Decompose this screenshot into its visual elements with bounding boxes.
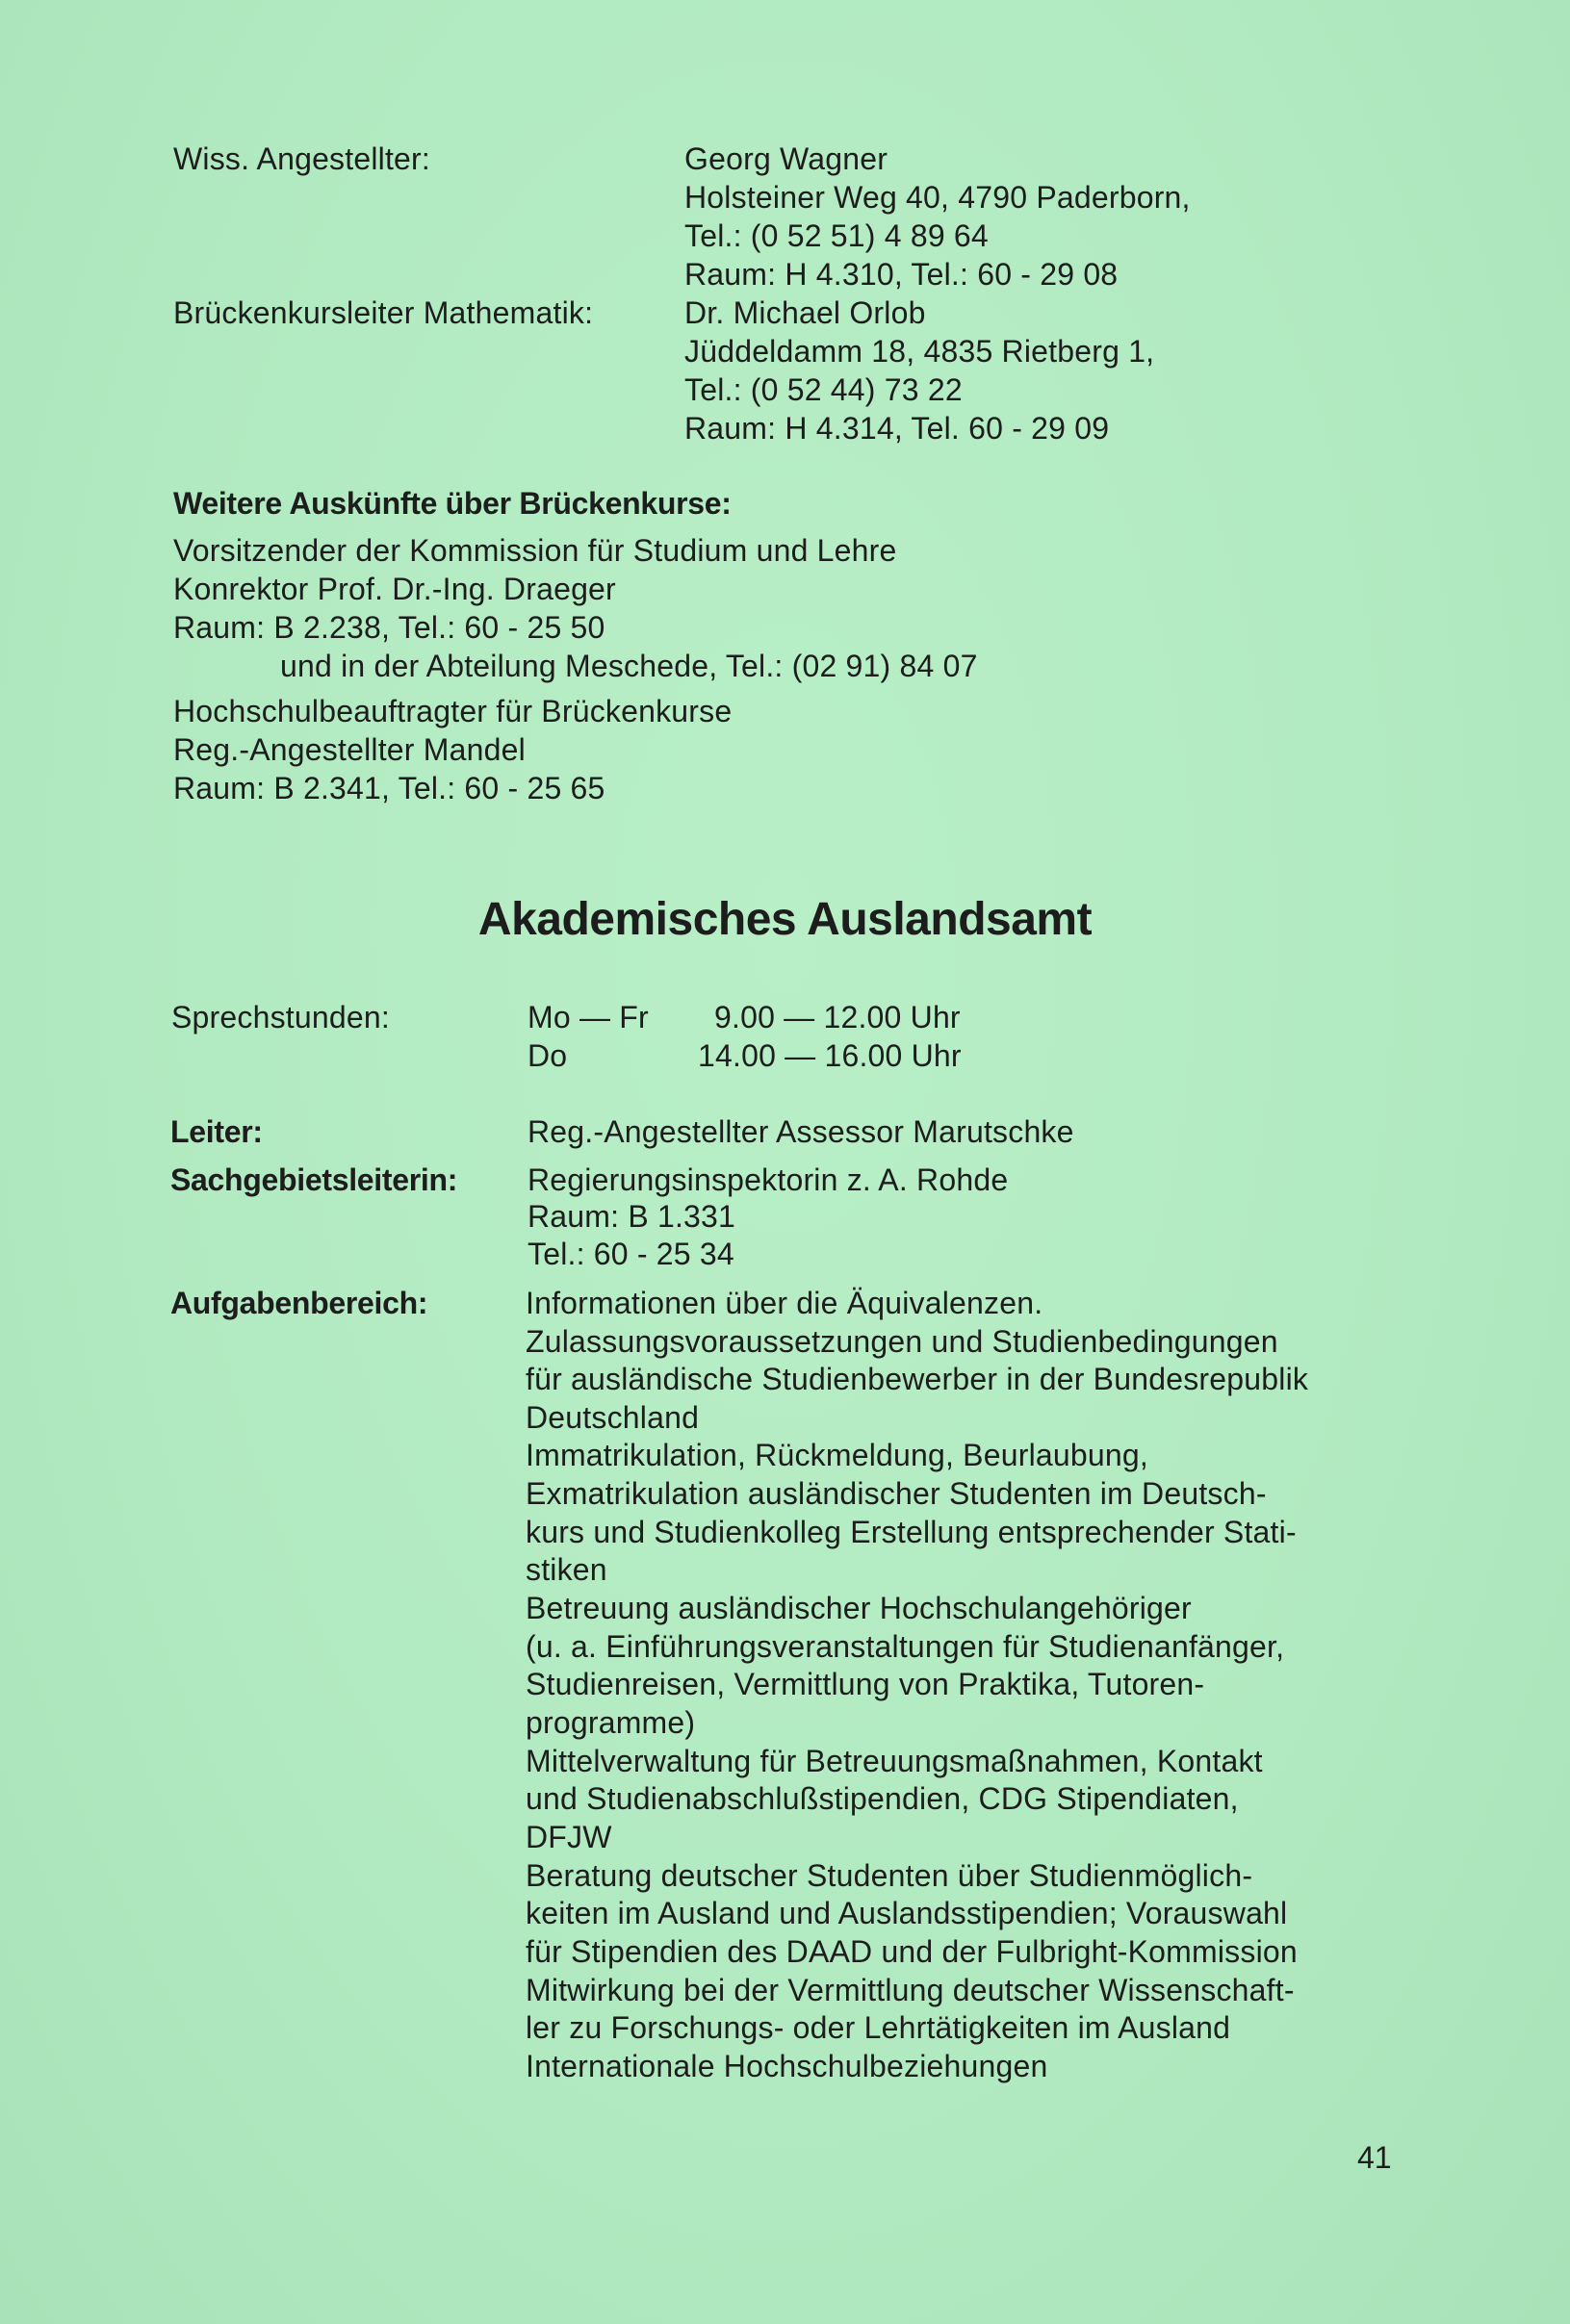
brueckenkurs-address: Jüddeldamm 18, 4835 Rietberg 1, <box>684 334 1155 369</box>
aufgaben-line: keiten im Ausland und Auslandsstipendien; Vorauswahl <box>526 1896 1288 1930</box>
aufgaben-line: Informationen über die Äquivalenzen. <box>526 1286 1043 1320</box>
angestellter-name: Georg Wagner <box>684 141 888 176</box>
aufgaben-line: Studienreisen, Vermittlung von Praktika, Tutoren- <box>526 1667 1205 1701</box>
sachgebiet-line: Tel.: 60 - 25 34 <box>528 1237 734 1271</box>
label-sprechstunden: Sprechstunden: <box>171 1000 390 1034</box>
angestellter-address: Holsteiner Weg 40, 4790 Paderborn, <box>684 180 1191 215</box>
sprechstunden-days: Mo — Fr <box>528 1000 649 1034</box>
aufgaben-line: stiken <box>526 1552 607 1587</box>
sachgebiet-line: Raum: B 1.331 <box>528 1199 736 1234</box>
auskunft-line: und in der Abteilung Meschede, Tel.: (02 91) 84 07 <box>280 649 978 683</box>
aufgaben-line: Exmatrikulation ausländischer Studenten im Deutsch- <box>526 1476 1267 1511</box>
brueckenkurs-name: Dr. Michael Orlob <box>684 295 926 330</box>
angestellter-phone: Tel.: (0 52 51) 4 89 64 <box>684 218 989 253</box>
sprechstunden-time: 9.00 — 12.00 Uhr <box>714 1000 961 1034</box>
aufgaben-line: ler zu Forschungs- oder Lehrtätigkeiten im Ausland <box>526 2010 1231 2045</box>
aufgaben-line: DFJW <box>526 1820 612 1854</box>
aufgaben-line: Betreuung ausländischer Hochschulangehöriger <box>526 1591 1192 1625</box>
label-aufgabenbereich: Aufgabenbereich: <box>170 1286 428 1320</box>
aufgaben-line: Zulassungsvoraussetzungen und Studienbedingungen <box>526 1324 1278 1359</box>
aufgaben-line: (u. a. Einführungsveranstaltungen für Studienanfänger, <box>526 1629 1285 1664</box>
auskunft-line: Konrektor Prof. Dr.-Ing. Draeger <box>173 572 616 606</box>
angestellter-room: Raum: H 4.310, Tel.: 60 - 29 08 <box>684 257 1119 292</box>
brueckenkurs-room: Raum: H 4.314, Tel. 60 - 29 09 <box>684 411 1110 446</box>
auskunft-line: Vorsitzender der Kommission für Studium und Lehre <box>173 533 897 568</box>
sachgebiet-line: Regierungsinspektorin z. A. Rohde <box>528 1162 1009 1197</box>
page-number: 41 <box>1357 2140 1392 2175</box>
sprechstunden-time: 14.00 — 16.00 Uhr <box>698 1038 962 1073</box>
aufgaben-line: programme) <box>526 1705 696 1740</box>
label-wiss-angestellter: Wiss. Angestellter: <box>173 141 431 176</box>
section-heading-weitere-auskuenfte: Weitere Auskünfte über Brückenkurse: <box>173 486 732 521</box>
aufgaben-line: Beratung deutscher Studenten über Studienmöglich- <box>526 1858 1253 1893</box>
aufgaben-line: Deutschland <box>526 1400 700 1435</box>
auskunft-line: Raum: B 2.238, Tel.: 60 - 25 50 <box>173 610 605 645</box>
aufgaben-line: Immatrikulation, Rückmeldung, Beurlaubung, <box>526 1438 1148 1472</box>
aufgaben-line: Internationale Hochschulbeziehungen <box>526 2049 1048 2083</box>
aufgaben-line: für ausländische Studienbewerber in der Bundesrepublik <box>526 1362 1309 1396</box>
label-leiter: Leiter: <box>170 1114 263 1149</box>
aufgaben-line: kurs und Studienkolleg Erstellung entsprechender Stati- <box>526 1515 1297 1549</box>
aufgaben-line: für Stipendien des DAAD und der Fulbright-Kommission <box>526 1934 1298 1969</box>
auskunft-line: Raum: B 2.341, Tel.: 60 - 25 65 <box>173 771 605 805</box>
page-title: Akademisches Auslandsamt <box>477 894 1093 945</box>
brueckenkurs-phone: Tel.: (0 52 44) 73 22 <box>684 372 963 407</box>
auskunft-line: Hochschulbeauftragter für Brückenkurse <box>173 694 733 728</box>
auskunft-line: Reg.-Angestellter Mandel <box>173 732 526 767</box>
aufgaben-line: und Studienabschlußstipendien, CDG Stipendiaten, <box>526 1781 1239 1816</box>
aufgaben-line: Mittelverwaltung für Betreuungsmaßnahmen, Kontakt <box>526 1744 1263 1778</box>
leiter-name: Reg.-Angestellter Assessor Marutschke <box>528 1114 1074 1149</box>
sprechstunden-days: Do <box>528 1038 568 1073</box>
label-sachgebietsleiterin: Sachgebietsleiterin: <box>170 1162 458 1197</box>
aufgaben-line: Mitwirkung bei der Vermittlung deutscher Wissenschaft- <box>526 1973 1295 2007</box>
label-brueckenkursleiter: Brückenkursleiter Mathematik: <box>173 295 594 330</box>
